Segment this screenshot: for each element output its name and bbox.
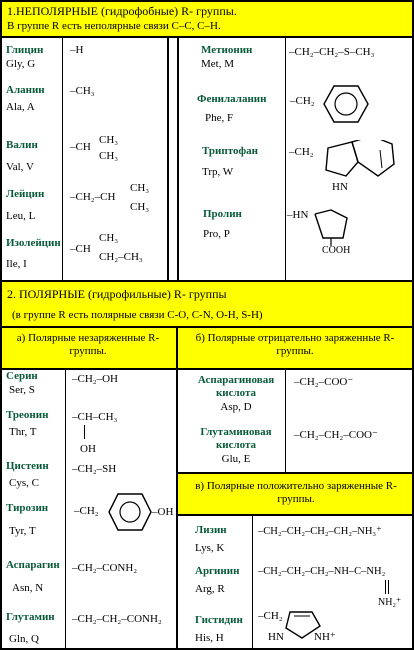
r-group-formula: –CH₂–CH₂–CH₂–CH₂–NH₃⁺	[258, 526, 382, 537]
branch-top: CH₃	[130, 182, 150, 194]
amino-acid-name: Аргинин	[195, 565, 240, 577]
divider	[167, 38, 169, 280]
r-group-formula: –CH₂	[289, 146, 314, 158]
section1-header	[2, 2, 412, 36]
divider	[62, 38, 63, 280]
amino-acid-code: Lys, K	[195, 542, 225, 554]
amino-acid-methionine	[201, 44, 252, 71]
amino-acid-name: Лейцин	[6, 188, 45, 200]
amino-acid-code: Glu, E	[221, 453, 251, 465]
amino-acid-code: Ala, A	[6, 101, 35, 113]
branch-bottom: CH₃	[130, 201, 150, 213]
amino-acid-asparagine	[6, 559, 60, 595]
section1-title: 1.НЕПОЛЯРНЫЕ (гидрофобные) R- группы.	[7, 4, 237, 18]
amino-acid-code: Ser, S	[9, 384, 35, 396]
ring-atom-label: HN	[268, 631, 284, 643]
ring-atom-label: HN	[332, 181, 348, 193]
bond-line	[388, 580, 389, 594]
r-group-formula: –CH₂	[290, 95, 315, 107]
amino-acid-alanine	[6, 84, 45, 114]
amino-acid-name: Гистидин	[195, 614, 243, 626]
amino-acid-code: Tyr, T	[9, 525, 36, 537]
ring-atom-label: NH⁺	[314, 631, 336, 643]
bond-line	[385, 580, 386, 594]
r-group-formula: –CH₂–CH₂–CONH₂	[72, 613, 162, 625]
divider	[65, 368, 66, 650]
branch-top: CH₃	[99, 134, 119, 146]
amino-acid-name: Изолейцин	[6, 237, 61, 249]
amino-acid-phenylalanine	[197, 93, 266, 125]
amino-acid-arginine	[195, 565, 239, 596]
section2-title: 2. ПОЛЯРНЫЕ (гидрофильные) R- группы	[7, 287, 227, 301]
bond-line	[84, 425, 85, 439]
r-group-formula: –CH–CH₃	[72, 411, 118, 423]
r-group-tail: –OH	[152, 506, 174, 518]
amino-acid-aspartic-acid	[190, 374, 282, 414]
branch-bottom: CH₃	[99, 150, 119, 162]
r-group-formula: –CH₃	[70, 85, 95, 97]
r-group-formula: –CH₂–SH	[72, 463, 117, 475]
amino-acid-code: Asp, D	[220, 401, 252, 413]
amino-acid-code: Ile, I	[6, 258, 27, 270]
amino-acid-leucine	[6, 188, 44, 223]
sub-b-title: б) Полярные отрицательно заряженные R-группы.	[195, 332, 395, 357]
amino-acid-name: Цистеин	[6, 460, 49, 472]
ring-atom-label: COOH	[322, 245, 351, 256]
r-group-formula: –CH₂–CH	[70, 191, 116, 203]
divider	[2, 36, 412, 38]
divider	[285, 38, 286, 280]
divider	[178, 514, 412, 516]
amino-acid-code: Phe, F	[205, 112, 234, 124]
pyrrolidine-ring-icon	[307, 206, 357, 248]
amino-acid-name: Глутаминовая кислота	[200, 426, 272, 451]
r-group-formula: –CH₂	[258, 610, 283, 622]
divider	[177, 38, 179, 280]
amino-acid-code: Trp, W	[202, 166, 234, 178]
sub-c-header	[178, 474, 412, 514]
amino-acid-name: Аланин	[6, 84, 45, 96]
amino-acid-code: Arg, R	[195, 583, 225, 595]
amino-acid-glycine	[6, 44, 43, 71]
amino-acid-tryptophan	[202, 145, 258, 179]
amino-acid-name: Серин	[6, 370, 38, 382]
amino-acid-code: Val, V	[6, 161, 34, 173]
amino-acid-tyrosine	[6, 502, 48, 538]
amino-acid-name: Метионин	[201, 44, 253, 56]
amino-acid-cysteine	[6, 460, 49, 490]
amino-acid-code: Asn, N	[12, 582, 44, 594]
amino-acid-name: Триптофан	[202, 145, 258, 157]
divider	[252, 516, 253, 650]
r-group-formula: –CH₂–CONH₂	[72, 562, 138, 574]
amino-acid-threonine	[6, 409, 48, 439]
r-group-formula: –CH₂–CH₂–CH₂–NH–C–NH₂	[258, 566, 386, 577]
r-group-formula: –CH₂	[74, 505, 99, 517]
amino-acid-serine	[6, 370, 38, 397]
r-group-formula: –CH₂–OH	[72, 373, 119, 385]
r-group-formula: –CH₂–COO⁻	[294, 376, 354, 388]
amino-acid-name: Глицин	[6, 44, 44, 56]
r-group-formula: –HN	[287, 209, 309, 221]
amino-acid-code: Pro, P	[203, 228, 230, 240]
sub-b-header	[178, 328, 412, 368]
r-group-formula: –H	[70, 44, 84, 56]
benzene-ring-icon	[322, 84, 370, 124]
sub-a-title: а) Полярные незаряженные R-группы.	[16, 332, 160, 357]
amino-acid-code: His, H	[195, 632, 224, 644]
amino-acid-name: Глутамин	[6, 611, 55, 623]
amino-acid-lysine	[195, 524, 227, 555]
r-group-formula: –CH₂–CH₂–COO⁻	[294, 429, 378, 441]
amino-acid-name: Аспарагин	[6, 559, 60, 571]
section2-header	[2, 282, 412, 326]
amino-acid-name: Тирозин	[6, 502, 49, 514]
r-group-formula: –CH	[70, 243, 91, 255]
sub-a-header	[2, 328, 176, 368]
amino-acid-code: Thr, T	[9, 426, 37, 438]
amino-acid-name: Фенилаланин	[197, 93, 267, 105]
amino-acid-isoleucine	[6, 237, 61, 271]
r-group-formula: –CH₂–CH₂–S–CH₃	[289, 46, 375, 58]
branch-top: CH₃	[99, 232, 119, 244]
amino-acid-valine	[6, 139, 38, 174]
section2-subtitle: (в группе R есть полярные связи C-O, C-N, O-H, S-H)	[12, 309, 263, 321]
branch-bottom: NH₂⁺	[378, 597, 402, 608]
branch-bottom: CH₂–CH₃	[99, 251, 143, 263]
phenol-ring-icon	[107, 492, 153, 532]
divider	[2, 368, 412, 370]
amino-acid-histidine	[195, 614, 243, 645]
amino-acid-name: Аспарагиновая кислота	[197, 374, 275, 399]
amino-acid-name: Лизин	[195, 524, 227, 536]
amino-acid-name: Валин	[6, 139, 38, 151]
amino-acid-code: Met, M	[201, 58, 234, 70]
section1-subtitle: В группе R есть неполярные связи C–C, C–H.	[7, 20, 221, 32]
amino-acid-name: Треонин	[6, 409, 49, 421]
amino-acid-name: Пролин	[203, 208, 242, 220]
amino-acid-code: Gln, Q	[9, 633, 39, 645]
amino-acid-proline	[203, 208, 242, 241]
sub-c-title: в) Полярные положительно заряженные R-группы.	[195, 480, 397, 505]
branch-bottom: OH	[80, 443, 96, 455]
amino-acid-glutamic-acid	[186, 426, 286, 466]
amino-acid-code: Cys, C	[9, 477, 39, 489]
indole-ring-icon	[322, 140, 402, 184]
amino-acid-code: Gly, G	[6, 58, 36, 70]
amino-acid-code: Leu, L	[6, 210, 36, 222]
r-group-formula: –CH	[70, 141, 91, 153]
amino-acid-glutamine	[6, 611, 55, 646]
